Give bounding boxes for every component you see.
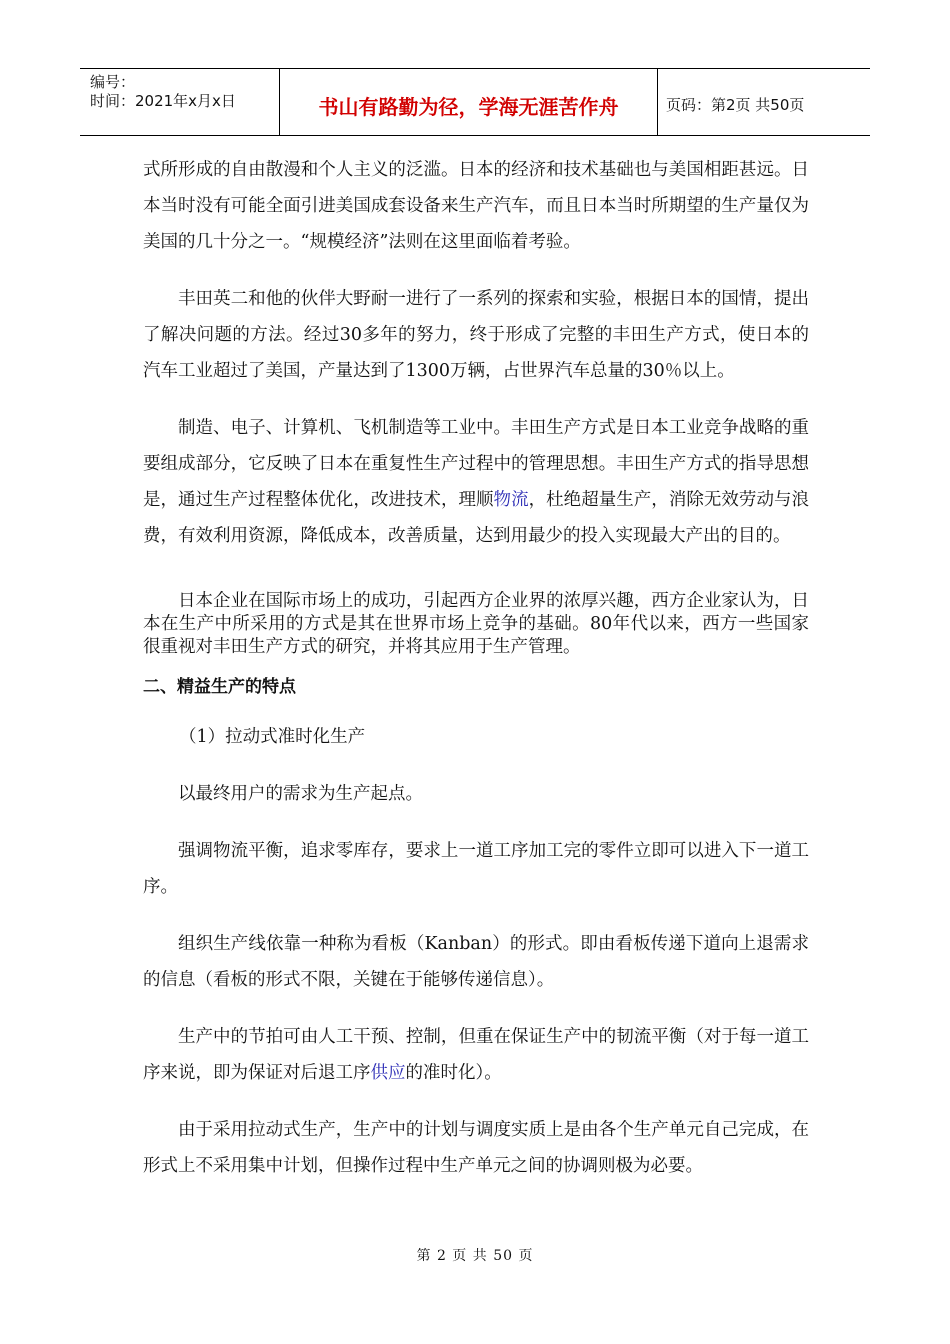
document-body (143, 152, 809, 1184)
logistics-link[interactable]: 物流 (493, 490, 529, 510)
sub-heading: （1）拉动式准时化生产 (179, 727, 366, 747)
paragraph-3 (143, 410, 809, 554)
supply-link[interactable]: 供应 (370, 1063, 406, 1083)
header-motto: 书山有路勤为径，学海无涯苦作舟 (280, 69, 658, 135)
paragraph-8 (143, 1019, 809, 1091)
paragraph-8-text-a: 生产中的节拍可由人工干预、控制，但重在保证生产中的韧流平衡（对于每一道工序来说，即为保证对后退工序 (143, 1027, 809, 1083)
date-label: 时间：2021年x月x日 (90, 92, 236, 110)
paragraph-1: 式所形成的自由散漫和个人主义的泛滥。日本的经济和技术基础也与美国相距甚远。日本当时没有可能全面引进美国成套设备来生产汽车，而且日本当时所期望的生产量仅为美国的几十分之一。“规模经济”法则在这里面临着考验。 (143, 160, 809, 252)
doc-number-label: 编号： (90, 73, 136, 91)
paragraph-3-text-a: 制造、电子、计算机、飞机制造等工业中。丰田生产方式是日本工业竞争战略的重要组成部分，它反映了日本在重复性生产过程中的管理思想。丰田生产方式的指导思想是，通过生产过程整体优化，改进技术，理顺 (143, 418, 809, 510)
paragraph-4: 日本企业在国际市场上的成功，引起西方企业界的浓厚兴趣，西方企业家认为，日本在生产中所采用的方式是其在世界市场上竞争的基础。80年代以来，西方一些国家很重视对丰田生产方式的研究，并将其应用于生产管理。 (143, 591, 809, 657)
paragraph-3-text-b: ，杜绝超量生产，消除无效劳动与浪费，有效利用资源，降低成本，改善质量，达到用最少的投入实现最大产出的目的。 (143, 490, 810, 546)
paragraph-7: 组织生产线依靠一种称为看板（Kanban）的形式。即由看板传递下道向上退需求的信息（看板的形式不限，关键在于能够传递信息）。 (143, 934, 809, 990)
paragraph-5: 以最终用户的需求为生产起点。 (178, 784, 423, 804)
header-meta (80, 69, 280, 135)
paragraph-9: 由于采用拉动式生产，生产中的计划与调度实质上是由各个生产单元自己完成，在形式上不采用集中计划，但操作过程中生产单元之间的协调则极为必要。 (143, 1120, 809, 1176)
section-heading: 二、精益生产的特点 (143, 677, 296, 697)
paragraph-6: 强调物流平衡，追求零库存，要求上一道工序加工完的零件立即可以进入下一道工序。 (143, 841, 809, 897)
page-header (80, 68, 870, 136)
paragraph-8-text-b: 的准时化）。 (405, 1063, 502, 1083)
page-footer: 第 2 页 共 50 页 (416, 1248, 534, 1264)
paragraph-2: 丰田英二和他的伙伴大野耐一进行了一系列的探索和实验，根据日本的国情，提出了解决问题的方法。经过30多年的努力，终于形成了完整的丰田生产方式，使日本的汽车工业超过了美国，产量达到了1300万辆，占世界汽车总量的30％以上。 (143, 289, 809, 381)
header-page-info: 页码：第2页 共50页 (666, 95, 805, 114)
